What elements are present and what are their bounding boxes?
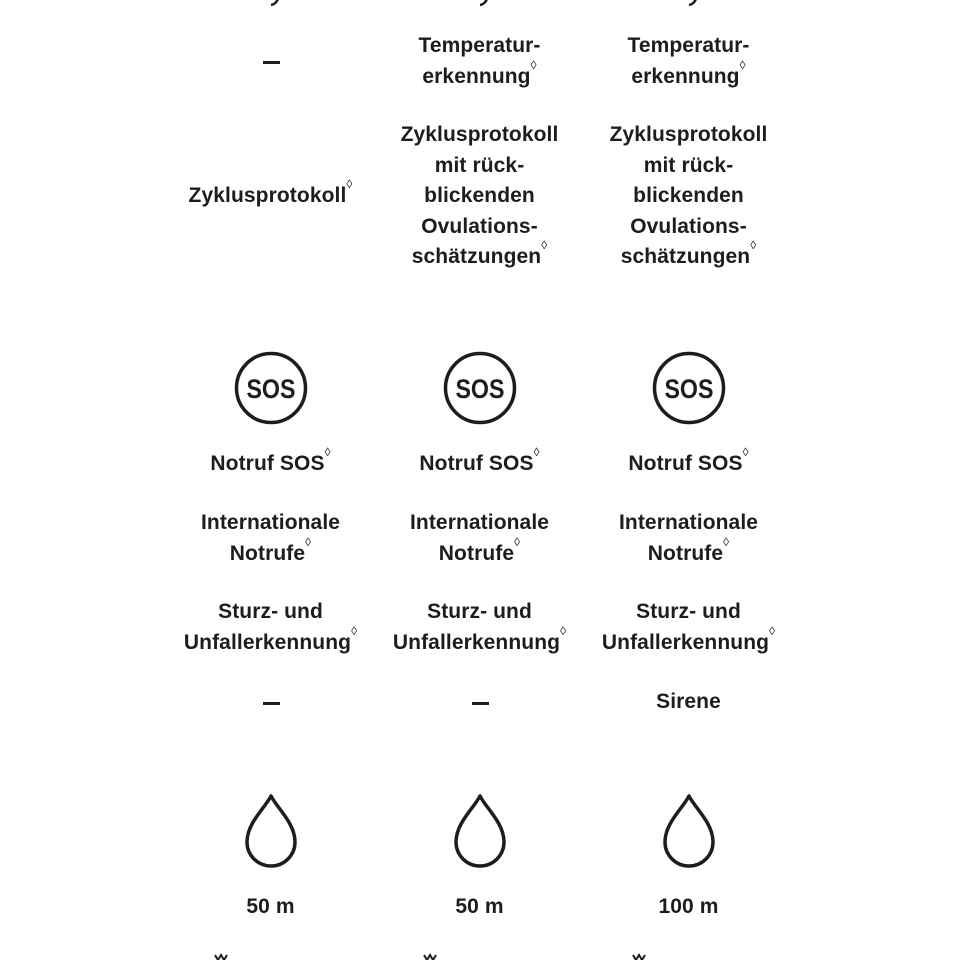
sos-icon [652,351,726,425]
water-resistance-text: 50 m [246,895,295,918]
water-drop-icon [244,793,298,869]
fall-detection-text: Sturz- und Unfallerkennung◊ [601,600,776,654]
emergency-sos-text: Notruf SOS◊ [210,445,331,475]
sos-icon [443,351,517,425]
international-emergency-text: Internationale Notrufe◊ [200,511,341,565]
international-emergency-text: Internationale Notrufe◊ [618,511,759,565]
bottom-cropped-glyph [213,950,253,960]
cycle-tracking-text: Zyklusprotokoll◊ [188,177,353,207]
siren-not-available-dash [472,702,489,705]
comparison-column-1 [166,0,375,960]
svg-text:SOS: SOS [245,374,295,405]
comparison-column-3 [584,0,793,960]
sensor-not-available-dash [263,61,280,64]
bottom-cropped-glyph [422,950,462,960]
svg-text:SOS: SOS [454,374,504,405]
top-cropped-glyph [474,0,494,8]
cycle-tracking-text: Zyklusprotokoll mit rück- blickenden Ovulations- schätzungen◊ [609,123,768,268]
siren-text: Sirene [656,690,721,713]
temperature-sensing-text: Temperatur- erkennung◊ [418,34,541,88]
svg-text:SOS: SOS [663,374,713,405]
water-drop-icon [453,793,507,869]
top-cropped-glyph [265,0,285,8]
bottom-cropped-glyph [631,950,671,960]
water-resistance-text: 100 m [658,895,719,918]
cycle-tracking-text: Zyklusprotokoll mit rück- blickenden Ovulations- schätzungen◊ [400,123,559,268]
fall-detection-text: Sturz- und Unfallerkennung◊ [183,600,358,654]
water-resistance-text: 50 m [455,895,504,918]
sos-icon [234,351,308,425]
comparison-column-2 [375,0,584,960]
siren-not-available-dash [263,702,280,705]
international-emergency-text: Internationale Notrufe◊ [409,511,550,565]
fall-detection-text: Sturz- und Unfallerkennung◊ [392,600,567,654]
top-cropped-glyph [683,0,703,8]
water-drop-icon [662,793,716,869]
temperature-sensing-text: Temperatur- erkennung◊ [627,34,750,88]
emergency-sos-text: Notruf SOS◊ [628,445,749,475]
emergency-sos-text: Notruf SOS◊ [419,445,540,475]
